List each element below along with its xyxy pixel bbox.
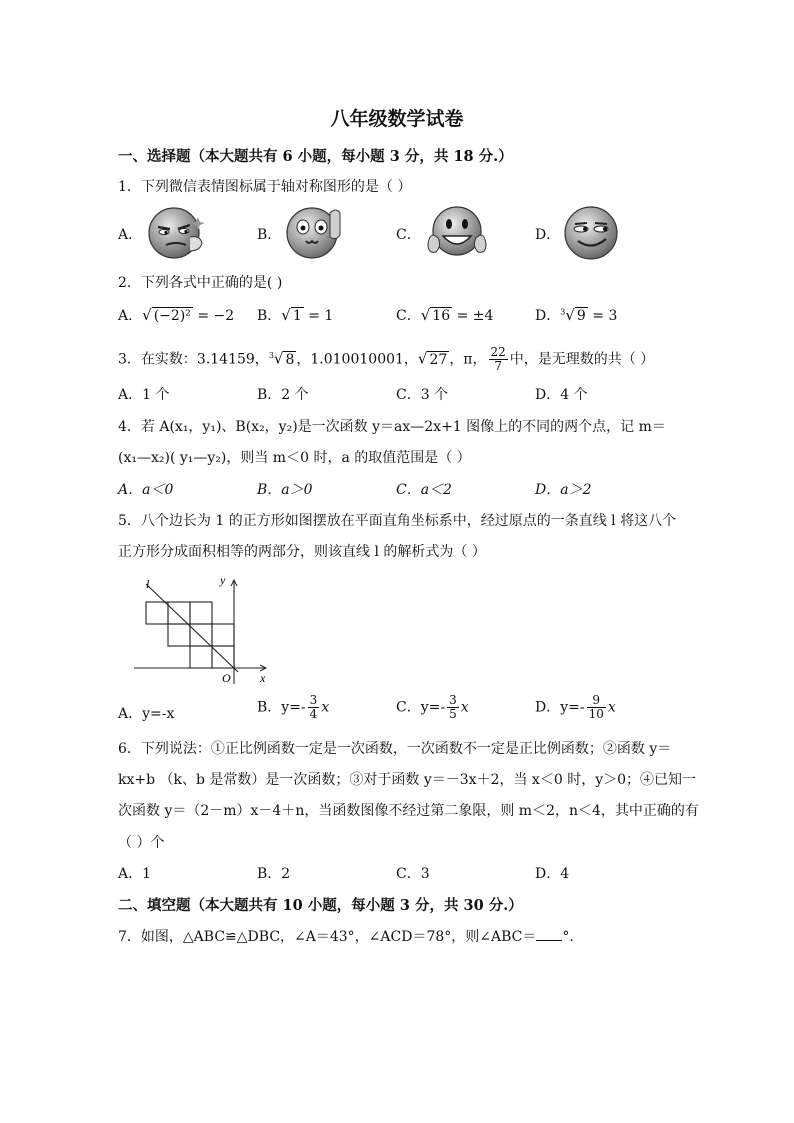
question-2-option-b: B．√ 1 = 1 (257, 306, 334, 324)
question-5-option-c-var: x (460, 699, 469, 716)
question-1-option-d-label: D． (535, 227, 561, 243)
question-2-option-d-radicand: 9 (576, 308, 586, 324)
question-1-option-c-label: C． (396, 227, 421, 243)
question-2-option-b-radicand: 1 (292, 308, 302, 324)
question-3-stem-start: 3．在实数：3.14159， (118, 351, 269, 368)
question-5-option-a: A．y=-x (118, 706, 175, 722)
question-2-option-b-value: = 1 (308, 308, 334, 324)
question-3-cbrt-index: 3 (268, 350, 274, 360)
question-5-option-d-den: 10 (588, 707, 604, 721)
question-5-option-b-den: 4 (309, 707, 318, 721)
question-2-option-d-value: = 3 (592, 308, 618, 324)
question-3-option-c: C．3 个 (396, 387, 449, 403)
question-2-option-c-label: C． (396, 308, 421, 324)
question-1-option-a-label: A． (118, 227, 143, 243)
squares-grid-figure (128, 572, 278, 688)
question-5-option-d-num: 9 (587, 694, 606, 708)
question-4-option-c: C．a＜2 (396, 482, 452, 498)
question-2-option-a-radicand: (−2)² (153, 308, 191, 324)
question-7-stem (118, 926, 574, 946)
question-5-option-c (396, 694, 469, 721)
question-2-option-d: D．$^3$√ 9 = 3 (535, 306, 618, 324)
question-5-option-d-var: x (607, 699, 616, 716)
question-5-option-c-fraction (447, 694, 459, 721)
grinning-hands-emoji-icon (424, 204, 490, 262)
question-6-line-2: kx+b （k、b 是常数）是一次函数；③对于函数 y＝－3x＋2，当 x＜0 时，y＞0；④已知一 (118, 772, 697, 788)
question-5-option-c-num: 3 (449, 693, 457, 707)
question-2-option-a: A．√ (−2)² = −2 (118, 306, 235, 324)
question-3-stem: 3．在实数：3.14159，$^3$√ 8 ，1.010010001，√ 27 ，π， $\frac{22}{7}$ 中，是无理数的共（ ） (118, 345, 655, 373)
question-5-option-d-fraction (587, 694, 606, 721)
question-2-option-b-label: B． (257, 308, 282, 324)
question-5-line-1: 5．八个边长为 1 的正方形如图摆放在平面直角坐标系中，经过原点的一条直线 l 将这八个 (118, 513, 677, 529)
question-3-frac-den: 7 (494, 359, 502, 373)
question-5-option-d-prefix: D．y=- (535, 699, 585, 716)
question-5-option-c-prefix: C．y=- (396, 699, 446, 716)
question-2-option-d-root-index: 3 (560, 307, 566, 317)
label-origin: O (222, 671, 231, 685)
question-3-sqrt-radicand: 27 (429, 351, 448, 368)
question-2-option-a-label: A． (118, 308, 143, 324)
section-2-heading: 二、填空题（本大题共有 10 小题，每小题 3 分，共 30 分.） (118, 897, 523, 914)
question-3-cbrt-radicand: 8 (285, 351, 295, 368)
question-6-line-4: （ ）个 (118, 835, 165, 851)
question-5-option-d (535, 694, 616, 721)
question-3-stem-mid2: ，π， (449, 351, 487, 368)
question-4-option-d: D．a＞2 (535, 482, 592, 498)
question-6-option-c: C．3 (396, 866, 430, 882)
question-3-stem-end: 中，是无理数的共（ ） (509, 351, 655, 368)
question-4-option-a: A．a＜0 (118, 482, 174, 498)
answer-blank[interactable] (536, 928, 562, 941)
question-4-line-1: 4．若 A(x₁，y₁)、B(x₂，y₂)是一次函数 y＝ax—2x+1 图像上的不同的两个点，记 m＝ (118, 419, 666, 435)
question-5-line-2: 正方形分成面积相等的两部分，则该直线 l 的解析式为（ ） (118, 544, 486, 560)
question-1-option-b-label: B． (257, 227, 282, 243)
question-6-line-1: 6．下列说法：①正比例函数一定是一次函数，一次函数不一定是正比例函数；②函数 y＝ (118, 741, 672, 757)
question-2-option-c: C．√ 16 = ±4 (396, 306, 494, 324)
question-3-stem-mid1: ，1.010010001， (296, 351, 418, 368)
question-3-option-b: B．2 个 (257, 387, 309, 403)
question-4-option-b: B．a＞0 (257, 482, 313, 498)
question-7-text: 7．如图，△ABC≌△DBC，∠A＝43°，∠ACD＝78°，则∠ABC＝ (118, 929, 537, 945)
question-3-option-d: D．4 个 (535, 387, 588, 403)
question-1-stem: 1．下列微信表情图标属于轴对称图形的是（ ） (118, 179, 412, 195)
question-3-option-a: A．1 个 (118, 387, 170, 403)
question-6-option-b: B．2 (257, 866, 291, 882)
smirk-emoji-icon (146, 205, 210, 261)
label-l: l (146, 577, 150, 591)
line-l (146, 584, 238, 672)
label-y: y (220, 573, 226, 587)
question-5-option-c-den: 5 (449, 707, 457, 721)
question-5-option-b (257, 694, 329, 721)
question-2-option-d-label: D． (535, 308, 561, 324)
question-7-unit: °. (562, 929, 574, 945)
question-6-option-a: A．1 (118, 866, 152, 882)
label-x: x (260, 671, 266, 685)
question-2-option-c-radicand: 16 (432, 308, 451, 324)
page-title: 八年级数学试卷 (330, 108, 464, 130)
covering-mouth-emoji-icon (284, 203, 348, 261)
question-5-option-b-num: 3 (309, 693, 318, 707)
question-5-option-b-fraction (308, 694, 320, 721)
question-2-stem: 2．下列各式中正确的是( ) (118, 275, 283, 291)
question-4-line-2: (x₁—x₂)( y₁—y₂)，则当 m＜0 时，a 的取值范围是（ ） (118, 450, 471, 466)
question-6-line-3: 次函数 y＝（2－m）x－4＋n，当函数图像不经过第二象限，则 m＜2，n＜4，其中正确的有 (118, 803, 699, 819)
question-2-option-a-value: = −2 (197, 308, 235, 324)
question-2-option-c-value: = ±4 (456, 308, 494, 324)
sly-smile-emoji-icon (562, 205, 622, 261)
section-1-heading: 一、选择题（本大题共有 6 小题，每小题 3 分，共 18 分.） (118, 148, 513, 165)
question-3-frac-num: 22 (490, 345, 506, 359)
question-5-option-b-var: x (321, 699, 330, 716)
question-6-option-d: D．4 (535, 866, 570, 882)
question-5-option-b-prefix: B．y=- (257, 699, 306, 716)
question-3-fraction (489, 346, 508, 373)
